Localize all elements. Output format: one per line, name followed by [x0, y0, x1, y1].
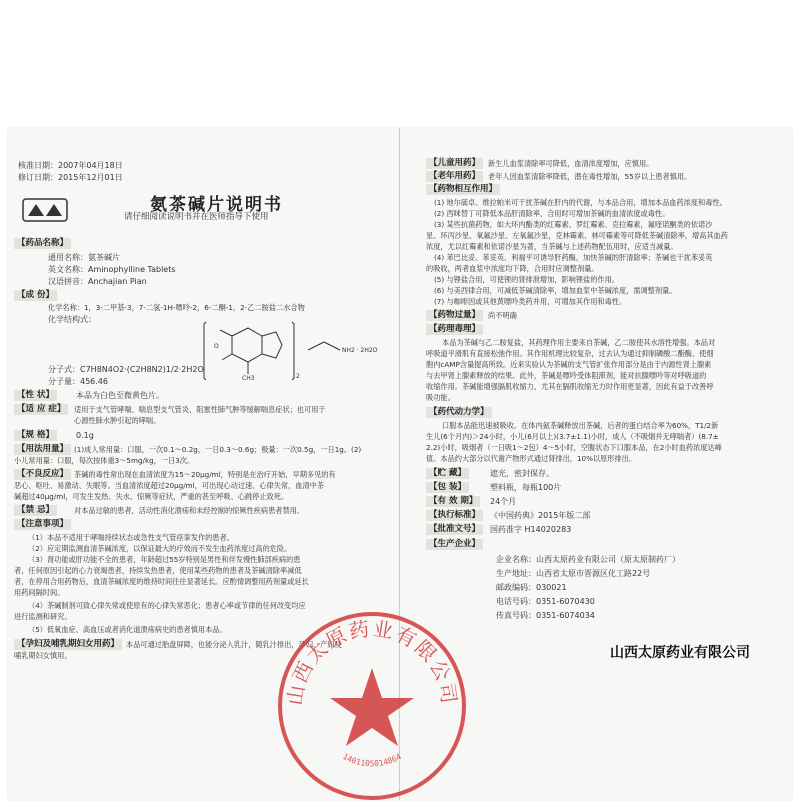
pharmacology-line: 与去甲肾上腺素释放的结果。此外，茶碱是嘌呤受体阻滞剂，能对抗腺嘌呤等对呼吸道的 — [426, 371, 707, 380]
standard-text: 《中国药典》2015年版二部 — [490, 511, 591, 520]
section-label-validity: 【有 效 期】 — [426, 496, 480, 507]
company-signature: 山西太原药业有限公司 — [610, 645, 750, 661]
pharmacokinetics-line: 2.2)小时，吸烟者（一日吸1～2包）4～5小时，空腹状态下口服本品，在2小时血药浓度达峰 — [426, 443, 722, 452]
interaction-line: 的吸收，两者血浆中浓度均下降，合用时应调整剂量。 — [426, 264, 599, 273]
manufacturer-fax: 传真号码：0351-6074034 — [496, 611, 595, 620]
section-label-standard: 【执行标准】 — [426, 510, 483, 521]
children-text: 新生儿血浆清除率可降低，血清浓度增加，应慎用。 — [488, 159, 654, 168]
indications-line: 适用于支气管哮喘、喘息型支气管炎、阻塞性肺气肿等缓解喘息症状；也可用于 — [74, 405, 326, 414]
precaution-line: （2）应定期监测血清茶碱浓度，以保证最大的疗效而不发生血药浓度过高的危险。 — [28, 544, 292, 553]
pharmacology-line: 胞内cAMP含量提高所致。近来实验认为茶碱的支气管扩张作用部分是由于内源性肾上腺素 — [426, 360, 712, 369]
seal-text: 山西太原药业有限公司 — [282, 616, 462, 707]
manufacturer-name: 企业名称：山西太原药业有限公司（原太原制药厂） — [496, 555, 680, 564]
molecular-formula: 分子式：C7H8N4O2·(C2H8N2)1/2·2H2O — [48, 365, 204, 374]
svg-text:1401105014864 — [341, 752, 403, 768]
interaction-line: (2) 西咪替丁可降低本品肝清除率，合用时可增加茶碱的血清浓度或毒性。 — [434, 209, 670, 218]
interaction-line: (5) 与锂盐合用，可使锂的肾排泄增加，影响锂盐的作用。 — [434, 275, 619, 284]
pregnancy-line: 本品可通过胎盘屏障，也能分泌入乳汁，随乳汁排出，孕妇、产妇及 — [126, 640, 342, 649]
indications-line: 心源性肺水肿引起的哮喘。 — [74, 416, 161, 425]
section-label-storage: 【贮 藏】 — [426, 468, 469, 479]
interaction-line: (3) 某些抗菌药物，如大环内酯类的红霉素、罗红霉素、克拉霉素，氟喹诺酮类的依诺沙 — [434, 220, 713, 229]
generic-name: 通用名称：氨茶碱片 — [48, 253, 120, 262]
english-name: 英文名称：Aminophylline Tablets — [48, 265, 176, 274]
precaution-line: 用药间隔时间。 — [14, 588, 65, 597]
pharmacology-line: 呼吸道平滑肌有直接松弛作用。其作用机理比较复杂，过去认为通过抑制磷酸二酯酶，使细 — [426, 349, 714, 358]
character-text: 本品为白色至微黄色片。 — [76, 391, 164, 400]
svg-text:NH2 · 2H2O: NH2 · 2H2O — [342, 347, 378, 354]
interaction-line: (4) 苯巴比妥、苯妥英、利福平可诱导肝药酶，加快茶碱的肝清除率；茶碱也干扰苯妥英 — [434, 253, 713, 262]
leaflet-title: 氨茶碱片说明书 — [150, 195, 283, 215]
precaution-line: 者，任何原因引起的心力衰竭患者，持续发热患者，使用某些药物的患者及茶碱清除率减低 — [14, 566, 302, 575]
precaution-line: （3）肾功能或肝功能不全的患者，年龄超过55岁特别是男性和伴发慢性肺部疾病的患 — [28, 555, 301, 564]
overdose-text: 尚不明确 — [488, 311, 517, 320]
pharmacokinetics-line: 值。本品约大部分以代谢产物形式通过肾排出，10%以原形排出。 — [426, 454, 637, 463]
section-label-pregnancy: 【孕妇及哺乳期妇女用药】 — [14, 639, 122, 650]
section-label-elderly: 【老年用药】 — [426, 171, 483, 182]
spec-text: 0.1g — [76, 431, 94, 440]
company-seal — [272, 606, 472, 806]
section-label-manufacturer: 【生产企业】 — [426, 539, 483, 550]
manufacturer-phone: 电话号码：0351-6070430 — [496, 597, 595, 606]
section-label-pharmacokinetics: 【药代动力学】 — [426, 407, 492, 418]
adverse-line: 碱超过40μg/ml，可发生发热、失水、惊厥等症状，严重的甚至呼吸、心跳停止致死。 — [14, 492, 289, 501]
precaution-line: （5）低氧血症、高血压或者消化道溃疡病史的患者慎用本品。 — [28, 625, 227, 634]
pregnancy-line: 哺乳期妇女慎用。 — [14, 651, 72, 660]
contraindications-text: 对本品过敏的患者，活动性消化溃疡和未经控制的惊厥性疾病患者禁用。 — [74, 506, 305, 515]
section-label-spec: 【规 格】 — [14, 430, 57, 441]
section-label-dosage: 【用法用量】 — [14, 444, 71, 455]
package-text: 塑料瓶，每瓶100片 — [490, 483, 562, 492]
section-label-adverse: 【不良反应】 — [14, 469, 71, 480]
chemical-name: 化学名称：1，3-二甲基-3，7-二氢-1H-嘌呤-2，6-二酮-1，2-乙二胺盐二水合物 — [48, 303, 305, 312]
elderly-text: 老年人因血浆清除率降低，潜在毒性增加，55岁以上患者慎用。 — [488, 172, 692, 181]
precaution-line: （4）茶碱制剂可致心律失常或使原有的心律失常恶化；患者心率或节律的任何改变均应 — [28, 601, 306, 610]
section-label-composition: 【成 份】 — [14, 290, 57, 301]
structure-label: 化学结构式： — [48, 315, 96, 324]
read-notice: 请仔细阅读说明书并在医师指导下使用 — [124, 212, 269, 222]
chemical-structure-diagram — [196, 318, 386, 384]
company-logo — [22, 198, 68, 226]
section-label-indications: 【适 应 症】 — [14, 404, 68, 415]
interaction-line: 浓度，尤以红霉素和依诺沙星为著，当茶碱与上述药物配伍用时，应适当减量。 — [426, 242, 678, 251]
validity-text: 24个月 — [490, 497, 517, 506]
section-label-pharmacology: 【药理毒理】 — [426, 324, 483, 335]
manufacturer-address: 生产地址：山西省太原市晋源区化工路22号 — [496, 569, 651, 578]
interaction-line: (6) 与美西律合用，可减低茶碱清除率，增加血浆中茶碱浓度，需调整剂量。 — [434, 286, 677, 295]
pinyin-name: 汉语拼音：Anchajian Pian — [48, 277, 147, 286]
svg-text:CH3: CH3 — [242, 375, 255, 382]
interaction-line: (1) 地尔硫卓、维拉帕米可干扰茶碱在肝内的代谢，与本品合用，增加本品血药浓度和毒性。 — [434, 198, 727, 207]
approve-date: 核准日期：2007年04月18日 — [18, 161, 123, 170]
pharmacology-line: 本品为茶碱与乙二胺复盐，其药理作用主要来自茶碱，乙二胺使其水溶性增强。本品对 — [442, 338, 716, 347]
precaution-line: （1）本品不适用于哮喘持续状态或急性支气管痉挛发作的患者。 — [28, 533, 234, 542]
interaction-line: 星、环丙沙星、氧氟沙星、左氧氟沙星，克林霉素、林可霉素等可降低茶碱清除率，增高其血药 — [426, 231, 728, 240]
section-label-precautions: 【注意事项】 — [14, 519, 71, 530]
adverse-line: 茶碱的毒性常出现在血清浓度为15～20μg/ml，特别是在治疗开始，早期多见的有 — [74, 470, 336, 479]
precaution-line: 进行监测和研究。 — [14, 612, 72, 621]
section-label-contraindications: 【禁 忌】 — [14, 505, 57, 516]
section-label-children: 【儿童用药】 — [426, 158, 483, 169]
dosage-line: (1)成人常用量：口服，一次0.1～0.2g，一日0.3～0.6g；极量：一次0.5g，一日1g。(2) — [74, 445, 362, 454]
storage-text: 遮光，密封保存。 — [490, 469, 554, 478]
section-label-interactions: 【药物相互作用】 — [426, 184, 500, 195]
manufacturer-postcode: 邮政编码：030021 — [496, 583, 567, 592]
revise-date: 修订日期：2015年12月01日 — [18, 173, 123, 182]
pharmacology-line: 收缩作用。茶碱能增强膈肌收缩力，尤其在膈肌收缩无力时作用更显著，因此有益于改善呼 — [426, 382, 714, 391]
pharmacology-line: 吸功能。 — [426, 393, 455, 402]
pharmacokinetics-line: 生儿(6个月内)＞24小时，小儿(6月以上)(3.7±1.1)小时，成人（不吸烟并无哮喘者）(8.7± — [426, 432, 719, 441]
dosage-line: 小儿常用量：口服，每次按体重3～5mg/kg，一日3次。 — [14, 456, 195, 465]
section-label-overdose: 【药物过量】 — [426, 310, 483, 321]
section-label-character: 【性 状】 — [14, 390, 57, 401]
section-label-drug-name: 【药品名称】 — [14, 238, 71, 249]
pharmacokinetics-line: 口服本品能迅速被吸收。在体内氨茶碱释放出茶碱，后者的蛋白结合率为60%，T1/2新 — [442, 421, 719, 430]
approval-text: 国药准字 H14020283 — [490, 525, 572, 534]
svg-text:O: O — [214, 343, 219, 350]
section-label-approval: 【批准文号】 — [426, 524, 483, 535]
precaution-line: 者，在停用合用药物后，血清茶碱浓度的维持时间往往显著延长。应酌情调整用药剂量或延长 — [14, 577, 309, 586]
seal-number: 1401105014864 — [341, 751, 403, 769]
section-label-package: 【包 装】 — [426, 482, 469, 493]
adverse-line: 恶心、呕吐、易激动、失眠等。当血清浓度超过20μg/ml，可出现心动过速、心律失常，血清中茶 — [14, 481, 325, 490]
svg-text:2: 2 — [296, 373, 300, 380]
molecular-weight: 分子量：456.46 — [48, 377, 108, 386]
interaction-line: (7) 与咖啡因或其他黄嘌呤类药并用，可增加其作用和毒性。 — [434, 297, 627, 306]
